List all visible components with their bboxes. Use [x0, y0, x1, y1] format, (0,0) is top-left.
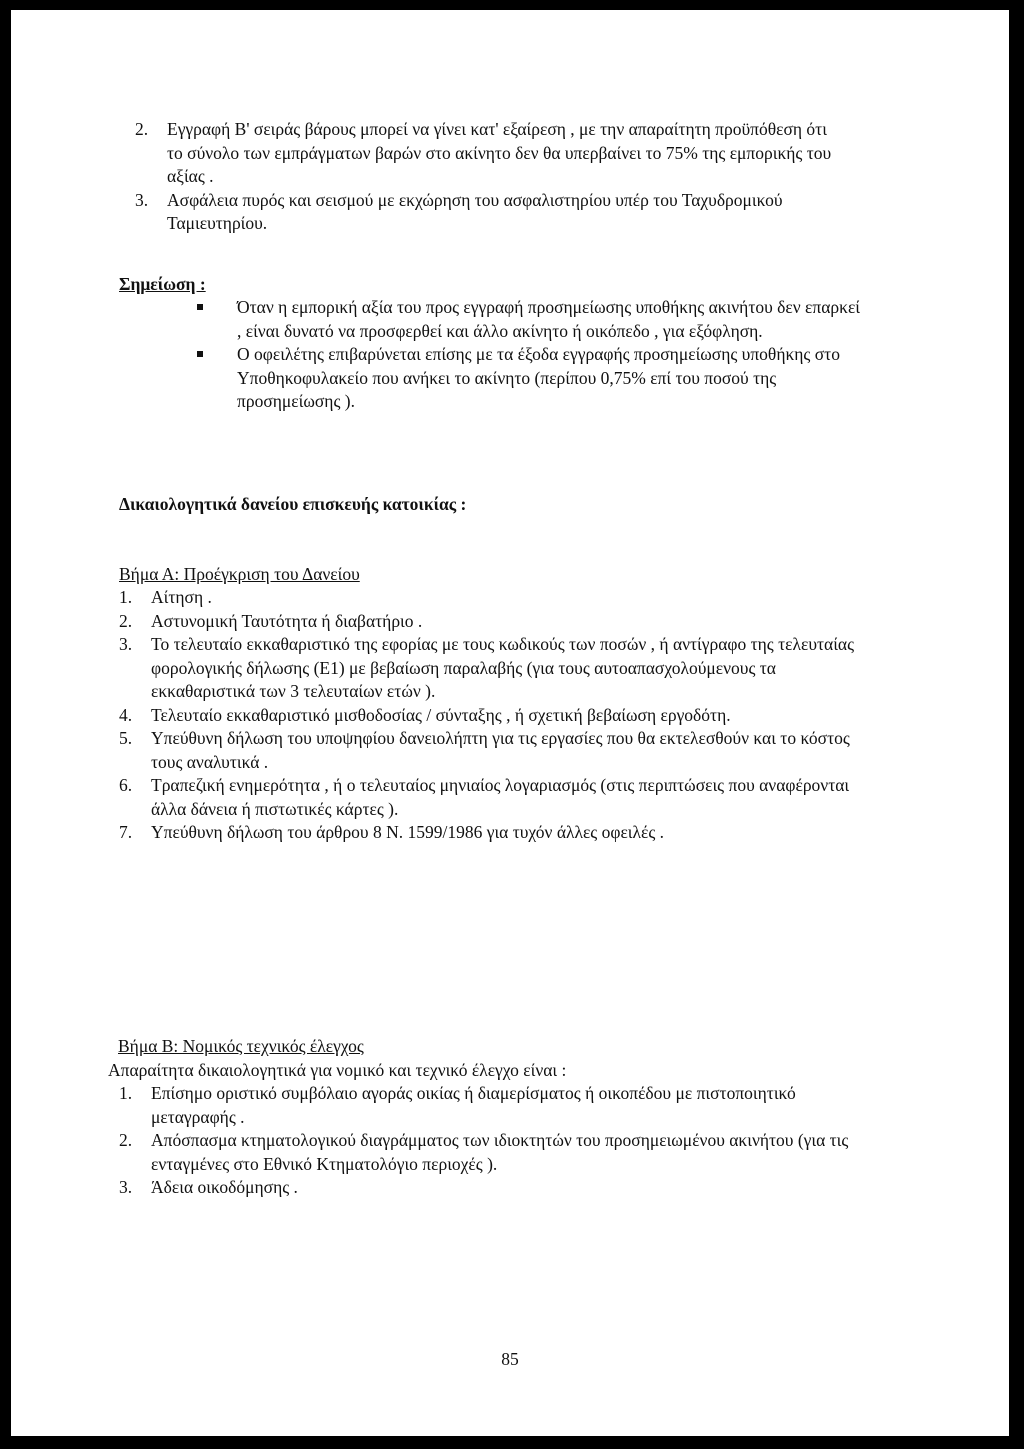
list-item: [119, 1176, 859, 1200]
list-item: [119, 610, 859, 634]
list-item: [135, 189, 835, 236]
item-number: 3.: [119, 1177, 133, 1197]
item-text: Τελευταίο εκκαθαριστικό μισθοδοσίας / σύνταξης , ή σχετική βεβαίωση εργοδότη.: [151, 704, 731, 725]
step-a-list: [119, 586, 859, 845]
list-item: [119, 821, 859, 845]
item-number: 1.: [119, 1083, 133, 1103]
item-text: Αίτηση .: [151, 587, 212, 607]
list-item: [119, 704, 859, 728]
list-item: [119, 774, 859, 821]
list-item: [119, 727, 859, 774]
item-text: Υπεύθυνη δήλωση του υποψηφίου δανειολήπτη για τις εργασίες που θα εκτελεσθούν και το κόστος τους αναλυτικά .: [151, 728, 850, 772]
note-bullet-item: [197, 296, 862, 343]
bullet-icon: [197, 304, 203, 310]
document-page: [11, 10, 1009, 1436]
item-text: Το τελευταίο εκκαθαριστικό της εφορίας με τους κωδικούς των ποσών , ή αντίγραφο της τελευταίας φορολογικής δήλωσης (Ε1) με βεβαίωση παραλαβής (για τους αυτοαπασχολούμενους τα εκκαθαριστικά των 3 τελευταίων ετών ).: [151, 634, 854, 701]
item-number: 1.: [119, 587, 133, 607]
item-text: Ασφάλεια πυρός και σεισμού με εκχώρηση του ασφαλιστηρίου υπέρ του Ταχυδρομικού Ταμιευτηρίου.: [167, 189, 783, 233]
item-number: 2.: [135, 119, 149, 139]
step-b-heading: Βήμα Β: Νομικός τεχνικός έλεγχος: [118, 1036, 364, 1056]
item-text: Τραπεζική ενημερότητα , ή ο τελευταίος μηνιαίος λογαριασμός (στις περιπτώσεις που αναφέρονται άλλα δάνεια ή πιστωτικές κάρτες ).: [151, 775, 850, 819]
note-heading: Σημείωση :: [119, 274, 206, 294]
item-text: Υπεύθυνη δήλωση του άρθρου 8 Ν. 1599/1986 για τυχόν άλλες οφειλές .: [151, 822, 665, 842]
page-number: 85: [501, 1349, 519, 1369]
item-number: 7.: [119, 822, 133, 842]
item-number: 2.: [119, 1130, 133, 1150]
bullet-icon: [197, 351, 203, 357]
item-number: 2.: [119, 610, 133, 631]
item-number: 4.: [119, 704, 133, 725]
note-bullet-item: [197, 343, 862, 414]
list-item: [119, 586, 859, 610]
list-item: [119, 1129, 859, 1176]
step-a-heading: Βήμα Α: Προέγκριση του Δανείου: [119, 564, 360, 584]
item-text: Απόσπασμα κτηματολογικού διαγράμματος των ιδιοκτητών του προσημειωμένου ακινήτου (για τις ενταγμένες στο Εθνικό Κτηματολόγιο περιοχές ).: [151, 1130, 849, 1174]
item-number: 6.: [119, 775, 133, 795]
item-text: Άδεια οικοδόμησης .: [151, 1177, 298, 1197]
note-bullet-text: Όταν η εμπορική αξία του προς εγγραφή προσημείωσης υποθήκης ακινήτου δεν επαρκεί , είναι δυνατό να προσφερθεί και άλλο ακίνητο ή οικόπεδο , για εξόφληση.: [237, 297, 861, 341]
list-item: [119, 1082, 859, 1129]
note-bullets: [197, 296, 862, 414]
list-item: [119, 633, 859, 704]
step-b-list: [119, 1082, 859, 1200]
item-text: Αστυνομική Ταυτότητα ή διαβατήριο .: [151, 610, 423, 631]
item-number: 3.: [119, 634, 133, 654]
item-text: Εγγραφή Β' σειράς βάρους μπορεί να γίνει κατ' εξαίρεση , με την απαραίτητη προϋπόθεση ότι το σύνολο των εμπράγματων βαρών στο ακίνητο δεν θα υπερβαίνει το 75% της εμπορικής του αξίας .: [167, 119, 832, 186]
note-bullet-text: Ο οφειλέτης επιβαρύνεται επίσης με τα έξοδα εγγραφής προσημείωσης υποθήκης στο Υποθηκοφυλακείο που ανήκει το ακίνητο (περίπου 0,75% επί του ποσού της προσημείωσης ).: [237, 344, 840, 411]
top-list: [135, 118, 835, 236]
item-text: Επίσημο οριστικό συμβόλαιο αγοράς οικίας ή διαμερίσματος ή οικοπέδου με πιστοποιητικό μεταγραφής .: [151, 1083, 796, 1127]
item-number: 5.: [119, 728, 133, 748]
item-number: 3.: [135, 189, 149, 210]
section-title: Δικαιολογητικά δανείου επισκευής κατοικίας :: [119, 494, 467, 514]
list-item: [135, 118, 835, 189]
step-b-intro: Απαραίτητα δικαιολογητικά για νομικό και τεχνικό έλεγχο είναι :: [108, 1060, 567, 1080]
